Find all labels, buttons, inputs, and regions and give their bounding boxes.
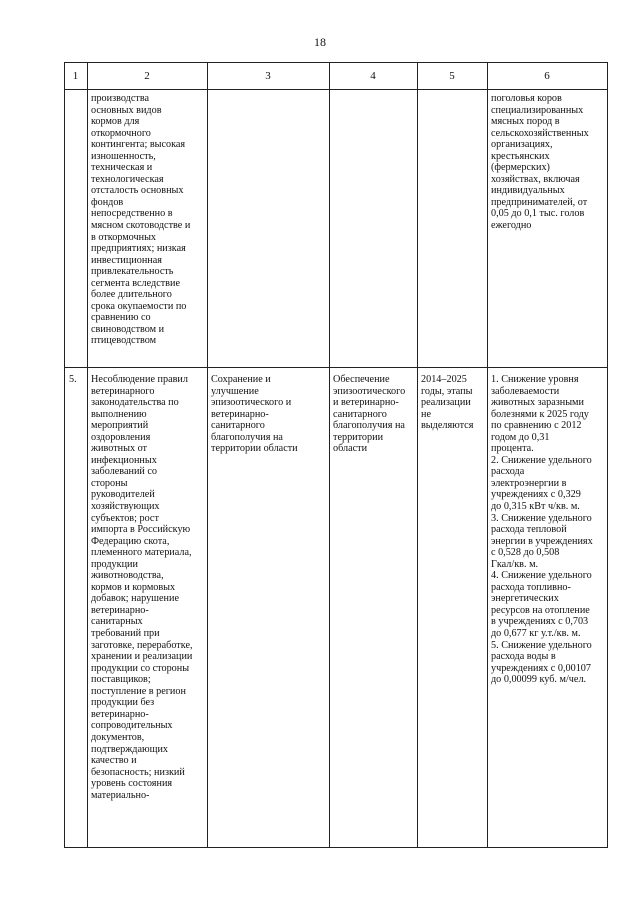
row2-indicators-cell: 1. Снижение уровня заболеваемости животных заразными болезнями к 2025 году по сравнению с 2012 годом до 0,31 процента. 2. Снижение удельного расхода электроэнергии в учреждениях с 0,329 до 0,315 кВт ч/кв. м. 3. Снижение удельного расхода тепловой энергии в учреждениях с 0,528 до 0,508 Гкал/кв. м. 4. Снижение удельного расхода топливно- энергетических ресурсов на отопление в учреждениях с 0,703 до 0,677 кг у.т./кв. м. 5. Снижение удельного расхода воды в учреждениях с 0,00107 до 0,00099 куб. м/чел. (491, 374, 593, 686)
row2-period-cell: 2014–2025 годы, этапы реализации не выделяются (421, 374, 474, 432)
row2-number-cell: 5. (69, 374, 77, 385)
program-table (64, 62, 608, 848)
header-col-3: 3 (265, 70, 271, 82)
row2-problem-cell: Несоблюдение правил ветеринарного законодательства по выполнению мероприятий оздоровления животных от инфекционных заболеваний со стороны руководителей хозяйствующих субъектов; рост импорта в Российскую Федерацию скота, племенного материала, продукции животноводства, кормов и кормовых добавок; нарушение ветеринарно- санитарных требований при заготовке, переработке, хранении и реализации продукции со стороны поставщиков; поступление в регион продукции без ветеринарно- сопроводительных документов, подтверждающих качество и безопасность; низкий уровень состояния материально- (91, 374, 193, 801)
table-border (64, 62, 65, 848)
header-col-1: 1 (72, 70, 79, 82)
header-col-2: 2 (144, 70, 150, 82)
table-border (207, 62, 208, 848)
row1-indicators-cell: поголовья коров специализированных мясных пород в сельскохозяйственных организациях, крестьянских (фермерских) хозяйствах, включая индивидуальных предпринимателей, от 0,05 до 0,1 тыс. голов ежегодно (491, 93, 589, 232)
table-border (87, 62, 88, 848)
table-border (487, 62, 488, 848)
table-border (64, 367, 608, 368)
table-border (64, 847, 608, 848)
page-number: 18 (314, 35, 326, 49)
header-col-6: 6 (544, 70, 550, 82)
header-col-5: 5 (449, 70, 455, 82)
header-col-4: 4 (370, 70, 376, 82)
table-border (417, 62, 418, 848)
row1-problem-cell: производства основных видов кормов для откормочного контингента; высокая изношенность, техническая и технологическая отсталость основных фондов непосредственно в мясном скотоводстве и в откормочных предприятиях; низкая инвестиционная привлекательность сегмента вследствие более длительного срока окупаемости по сравнению со свиноводством и птицеводством (91, 93, 191, 347)
row2-goal-cell: Сохранение и улучшение эпизоотического и ветеринарно- санитарного благополучия на территории области (211, 374, 298, 455)
table-border (607, 62, 608, 848)
table-border (64, 62, 608, 63)
table-border (64, 89, 608, 90)
table-border (329, 62, 330, 848)
row2-task-cell: Обеспечение эпизоотического и ветеринарно- санитарного благополучия на территории области (333, 374, 406, 455)
